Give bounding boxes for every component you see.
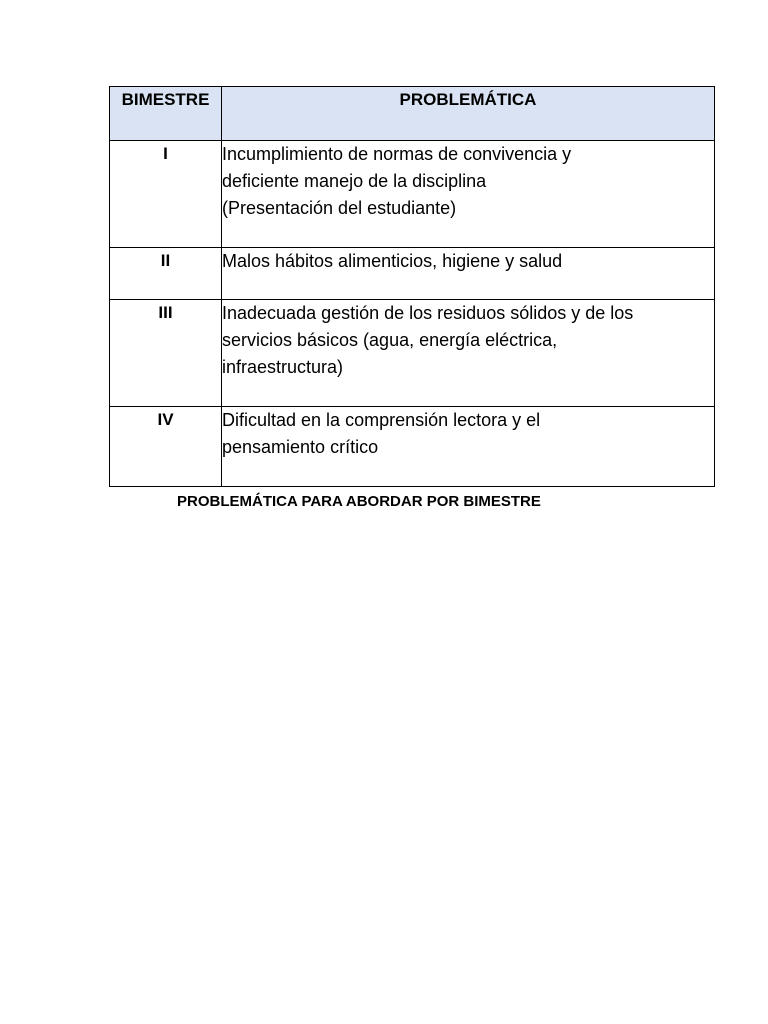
- problematica-cell: [222, 300, 715, 407]
- bimestre-cell: II: [110, 248, 222, 300]
- table-header-row: [110, 87, 715, 141]
- table-row: [110, 248, 715, 300]
- problematica-text-line: servicios básicos (agua, energía eléctrica,: [222, 330, 558, 350]
- problematica-cell: [222, 141, 715, 248]
- problematica-table: [109, 86, 715, 487]
- table-caption: PROBLEMÁTICA PARA ABORDAR POR BIMESTRE: [177, 493, 541, 510]
- bimestre-cell: III: [110, 300, 222, 407]
- bimestre-cell: I: [110, 141, 222, 248]
- problematica-text-line: infraestructura): [222, 357, 344, 377]
- problematica-text-line: Dificultad en la comprensión lectora y el: [222, 410, 541, 430]
- problematica-cell: [222, 248, 715, 300]
- table-row: [110, 407, 715, 487]
- problematica-text-line: (Presentación del estudiante): [222, 198, 457, 218]
- bimestre-cell: IV: [110, 407, 222, 487]
- problematica-text-line: Inadecuada gestión de los residuos sólidos y de los: [222, 303, 634, 323]
- header-bimestre: BIMESTRE: [110, 87, 222, 141]
- problematica-text-line: pensamiento crítico: [222, 437, 379, 457]
- problematica-cell: [222, 407, 715, 487]
- header-problematica: PROBLEMÁTICA: [222, 87, 715, 141]
- problematica-text-line: Incumplimiento de normas de convivencia y: [222, 144, 572, 164]
- table-row: [110, 300, 715, 407]
- problematica-text-line: Malos hábitos alimenticios, higiene y salud: [222, 251, 563, 271]
- table-row: [110, 141, 715, 248]
- problematica-text-line: deficiente manejo de la disciplina: [222, 171, 487, 191]
